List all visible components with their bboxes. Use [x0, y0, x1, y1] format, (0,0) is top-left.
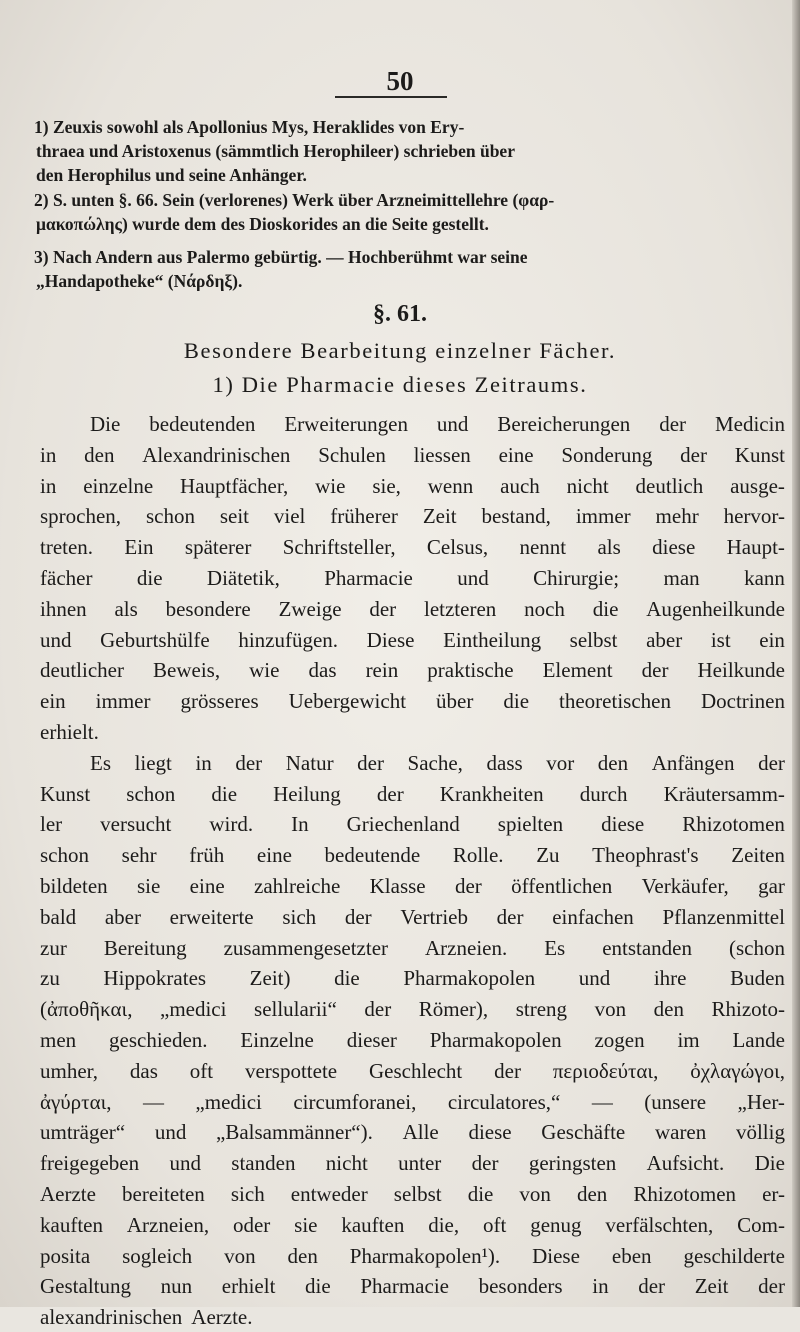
chapter-heading: Besondere Bearbeitung einzelner Fächer. — [183, 338, 617, 363]
text-line: ein immer grösseres Uebergewicht über die theoretischen Doctrinen — [40, 689, 785, 713]
text-line: in den Alexandrinischen Schulen liessen eine Sonderung der Kunst — [40, 443, 785, 467]
footnote-1-line-2: thraea und Aristoxenus (sämmtlich Herophileer) schrieben über — [36, 141, 515, 161]
text-line: treten. Ein späterer Schriftsteller, Celsus, nennt als diese Haupt- — [40, 535, 785, 559]
text-line: zur Bereitung zusammengesetzter Arzneien. Es entstanden (schon — [40, 936, 785, 960]
page-number: 50 — [386, 66, 414, 96]
text-line: und Geburtshülfe hinzufügen. Diese Eintheilung selbst aber ist ein — [40, 628, 785, 652]
text-line: alexandrinischen Aerzte. — [40, 1305, 253, 1329]
text-line: deutlicher Beweis, wie das rein praktische Element der Heilkunde — [40, 658, 785, 682]
text-line: in einzelne Hauptfächer, wie sie, wenn auch nicht deutlich ausge- — [40, 474, 785, 498]
text-line: Kunst schon die Heilung der Krankheiten durch Kräutersamm- — [40, 782, 785, 806]
text-line: Gestaltung nun erhielt die Pharmacie besonders in der Zeit der — [40, 1274, 785, 1298]
text-line: umträger“ und „Balsammänner“). Alle diese Geschäfte waren völlig — [40, 1120, 785, 1144]
footnote-2-line-2: μακοπώλης) wurde dem des Dioskorides an die Seite gestellt. — [36, 214, 489, 234]
text-line: fächer die Diätetik, Pharmacie und Chirurgie; man kann — [40, 566, 785, 590]
text-line: Aerzte bereiteten sich entweder selbst die von den Rhizotomen er- — [40, 1182, 785, 1206]
footnote-2-line-1: 2) S. unten §. 66. Sein (verlorenes) Werk über Arzneimittellehre (φαρ- — [34, 190, 555, 210]
text-line: freigegeben und standen nicht unter der geringsten Aufsicht. Die — [40, 1151, 785, 1175]
text-line: ler versucht wird. In Griechenland spielten diese Rhizotomen — [40, 812, 785, 836]
text-line: ἀγύρται, — „medici circumforanei, circulatores,“ — (unsere „Her- — [40, 1090, 785, 1114]
footnote-1-line-3: den Herophilus und seine Anhänger. — [36, 165, 307, 185]
page-spine-shadow — [792, 0, 800, 1307]
text-line: ihnen als besondere Zweige der letzteren noch die Augenheilkunde — [40, 597, 785, 621]
section-number: §. 61. — [373, 301, 427, 327]
footnote-3-line-2: „Handapotheke“ (Νάρδηξ). — [36, 271, 243, 291]
text-line: bald aber erweiterte sich der Vertrieb der einfachen Pflanzenmittel — [40, 905, 785, 929]
text-line: Die bedeutenden Erweiterungen und Bereicherungen der Medicin — [90, 412, 785, 436]
page-number-rule — [335, 96, 447, 98]
text-line: zu Hippokrates Zeit) die Pharmakopolen und ihre Buden — [40, 966, 785, 990]
subchapter-heading: 1) Die Pharmacie dieses Zeitraums. — [212, 372, 588, 397]
text-line: umher, das oft verspottete Geschlecht der περιοδεύται, ὀχλαγώγοι, — [40, 1059, 785, 1083]
footnote-3-line-1: 3) Nach Andern aus Palermo gebürtig. — Hochberühmt war seine — [34, 247, 528, 267]
text-line: men geschieden. Einzelne dieser Pharmakopolen zogen im Lande — [40, 1028, 785, 1052]
text-line: kauften Arzneien, oder sie kauften die, oft genug verfälschten, Com- — [40, 1213, 785, 1237]
text-line: sprochen, schon seit viel früherer Zeit bestand, immer mehr hervor- — [40, 504, 785, 528]
text-line: Es liegt in der Natur der Sache, dass vor den Anfängen der — [90, 751, 785, 775]
text-line: (ἀποθῆκαι, „medici sellularii“ der Römer), streng von den Rhizoto- — [40, 997, 785, 1021]
text-line: schon sehr früh eine bedeutende Rolle. Zu Theophrast's Zeiten — [40, 843, 785, 867]
text-line: erhielt. — [40, 720, 99, 744]
footnote-1-line-1: 1) Zeuxis sowohl als Apollonius Mys, Heraklides von Ery- — [34, 117, 465, 137]
text-line: posita sogleich von den Pharmakopolen¹). Diese eben geschilderte — [40, 1244, 785, 1268]
text-line: bildeten sie eine zahlreiche Klasse der öffentlichen Verkäufer, gar — [40, 874, 785, 898]
